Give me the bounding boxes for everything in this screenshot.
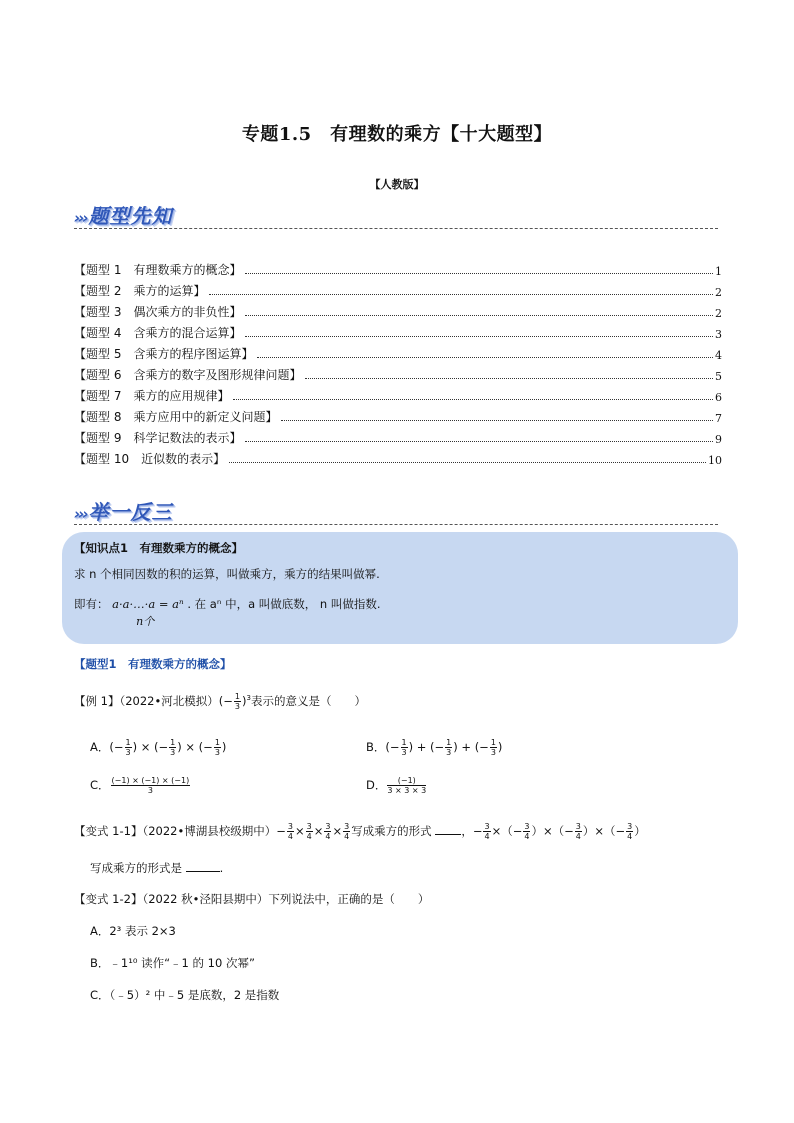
page-title: 专题1.5 有理数的乘方【十大题型】 xyxy=(241,124,553,145)
toc-entry-label: 【题型 8 乘方应用中的新定义问题】 xyxy=(74,410,278,424)
toc-entry-label: 【题型 10 近似数的表示】 xyxy=(74,452,226,466)
divider xyxy=(74,228,718,229)
toc-leader-dots xyxy=(245,336,713,337)
toc-entry-label: 【题型 9 科学记数法的表示】 xyxy=(74,431,242,445)
toc-page-number: 3 xyxy=(715,328,722,341)
toc-banner-label: 题型先知 xyxy=(88,204,173,228)
edition-label: 【人教版】 xyxy=(369,178,425,191)
toc-page-number: 4 xyxy=(715,349,722,362)
toc-banner xyxy=(74,200,173,229)
toc-entry[interactable] xyxy=(74,279,722,299)
toc-page-number: 6 xyxy=(715,391,722,404)
toc-entry-label: 【题型 1 有理数乘方的概念】 xyxy=(74,263,242,277)
toc-leader-dots xyxy=(257,357,713,358)
toc-entry-label: 【题型 3 偶次乘方的非负性】 xyxy=(74,305,242,319)
factor-count-label: n个 xyxy=(136,615,155,628)
toc-page-number: 2 xyxy=(715,307,722,320)
option-d: D． $\frac{(-1)}{3 \times 3 \times 3}$ xyxy=(366,776,427,795)
toc-leader-dots xyxy=(245,315,713,316)
toc-entry[interactable] xyxy=(74,447,722,467)
knowledge-formula-line: 即有： a·a·…·a = aⁿ n个 . 在 aⁿ 中，a 叫做底数， n 叫做指数. xyxy=(74,597,381,628)
toc-leader-dots xyxy=(209,294,713,295)
toc-leader-dots xyxy=(281,420,713,421)
toc-page-number: 1 xyxy=(715,265,722,278)
toc-leader-dots xyxy=(245,441,713,442)
toc-page-number: 7 xyxy=(715,412,722,425)
arrow-icon: ››› xyxy=(74,209,87,227)
example-1: 【例 1】（2022•河北模拟）(− $\frac{1}{3}$ )$^3$表示的意义是（ ） xyxy=(74,692,366,711)
toc-leader-dots xyxy=(245,273,713,274)
toc-leader-dots xyxy=(229,462,706,463)
toc-entry[interactable] xyxy=(74,258,722,278)
examples-banner-label: 举一反三 xyxy=(88,500,173,524)
toc-entry[interactable] xyxy=(74,426,722,446)
variant-1-1: 【变式 1-1】（2022•博湖县校级期中）− $\frac{3}{4}$ × $\frac{3}{4}$ × $\frac{3}{4}$ × $\frac{3}{4}$ 写成乘方的形式 ，− $\frac{3}{4}$ ×（− $\frac{3}{4}$ ）×（− $\frac{3}{4}$ ）×（− $\frac{3}{4}$ ） xyxy=(74,822,646,841)
arrow-icon: ››› xyxy=(74,505,87,523)
option-b: B．(− $\frac{1}{3}$ ) + (− $\frac{1}{3}$ ) + (− $\frac{1}{3}$ ) xyxy=(366,738,503,757)
option-a: A．(− $\frac{1}{3}$ ) × (− $\frac{1}{3}$ ) × (− $\frac{1}{3}$ ) xyxy=(90,738,227,757)
variant-1-1-line2: 写成乘方的形式是 . xyxy=(90,861,224,875)
variant-1-2-option-c: C．（﹣5）² 中﹣5 是底数，2 是指数 xyxy=(90,988,280,1002)
toc-entry[interactable] xyxy=(74,384,722,404)
toc-leader-dots xyxy=(305,378,713,379)
toc-entry[interactable] xyxy=(74,363,722,383)
toc-entry[interactable] xyxy=(74,342,722,362)
toc-entry-label: 【题型 7 乘方的应用规律】 xyxy=(74,389,230,403)
toc-page-number: 9 xyxy=(715,433,722,446)
option-c: C． $\frac{(-1) \times (-1) \times (-1)}{3}$ xyxy=(90,776,190,795)
examples-banner xyxy=(74,496,173,525)
toc-entry[interactable] xyxy=(74,321,722,341)
variant-1-2-option-a: A．2³ 表示 2×3 xyxy=(90,924,176,938)
toc-page-number: 10 xyxy=(708,454,722,467)
toc-entry-label: 【题型 5 含乘方的程序图运算】 xyxy=(74,347,254,361)
toc-entry[interactable] xyxy=(74,300,722,320)
variant-1-2: 【变式 1-2】（2022 秋•泾阳县期中）下列说法中，正确的是（ ） xyxy=(74,892,430,906)
knowledge-definition: 求 n 个相同因数的积的运算，叫做乘方，乘方的结果叫做幂. xyxy=(74,567,380,581)
toc-page-number: 5 xyxy=(715,370,722,383)
knowledge-title: 【知识点1 有理数乘方的概念】 xyxy=(74,541,243,555)
section-heading: 【题型1 有理数乘方的概念】 xyxy=(74,657,232,671)
answer-blank[interactable] xyxy=(435,834,461,835)
variant-1-2-option-b: B．﹣1¹⁰ 读作“﹣1 的 10 次幂” xyxy=(90,956,255,970)
divider xyxy=(74,524,718,525)
toc-entry[interactable] xyxy=(74,405,722,425)
toc-entry-label: 【题型 6 含乘方的数字及图形规律问题】 xyxy=(74,368,302,382)
power-formula: a·a·…·a = aⁿ xyxy=(112,597,184,611)
answer-blank[interactable] xyxy=(186,871,220,872)
toc-entry-label: 【题型 4 含乘方的混合运算】 xyxy=(74,326,242,340)
toc-leader-dots xyxy=(233,399,713,400)
toc-entry-label: 【题型 2 乘方的运算】 xyxy=(74,284,206,298)
toc-page-number: 2 xyxy=(715,286,722,299)
